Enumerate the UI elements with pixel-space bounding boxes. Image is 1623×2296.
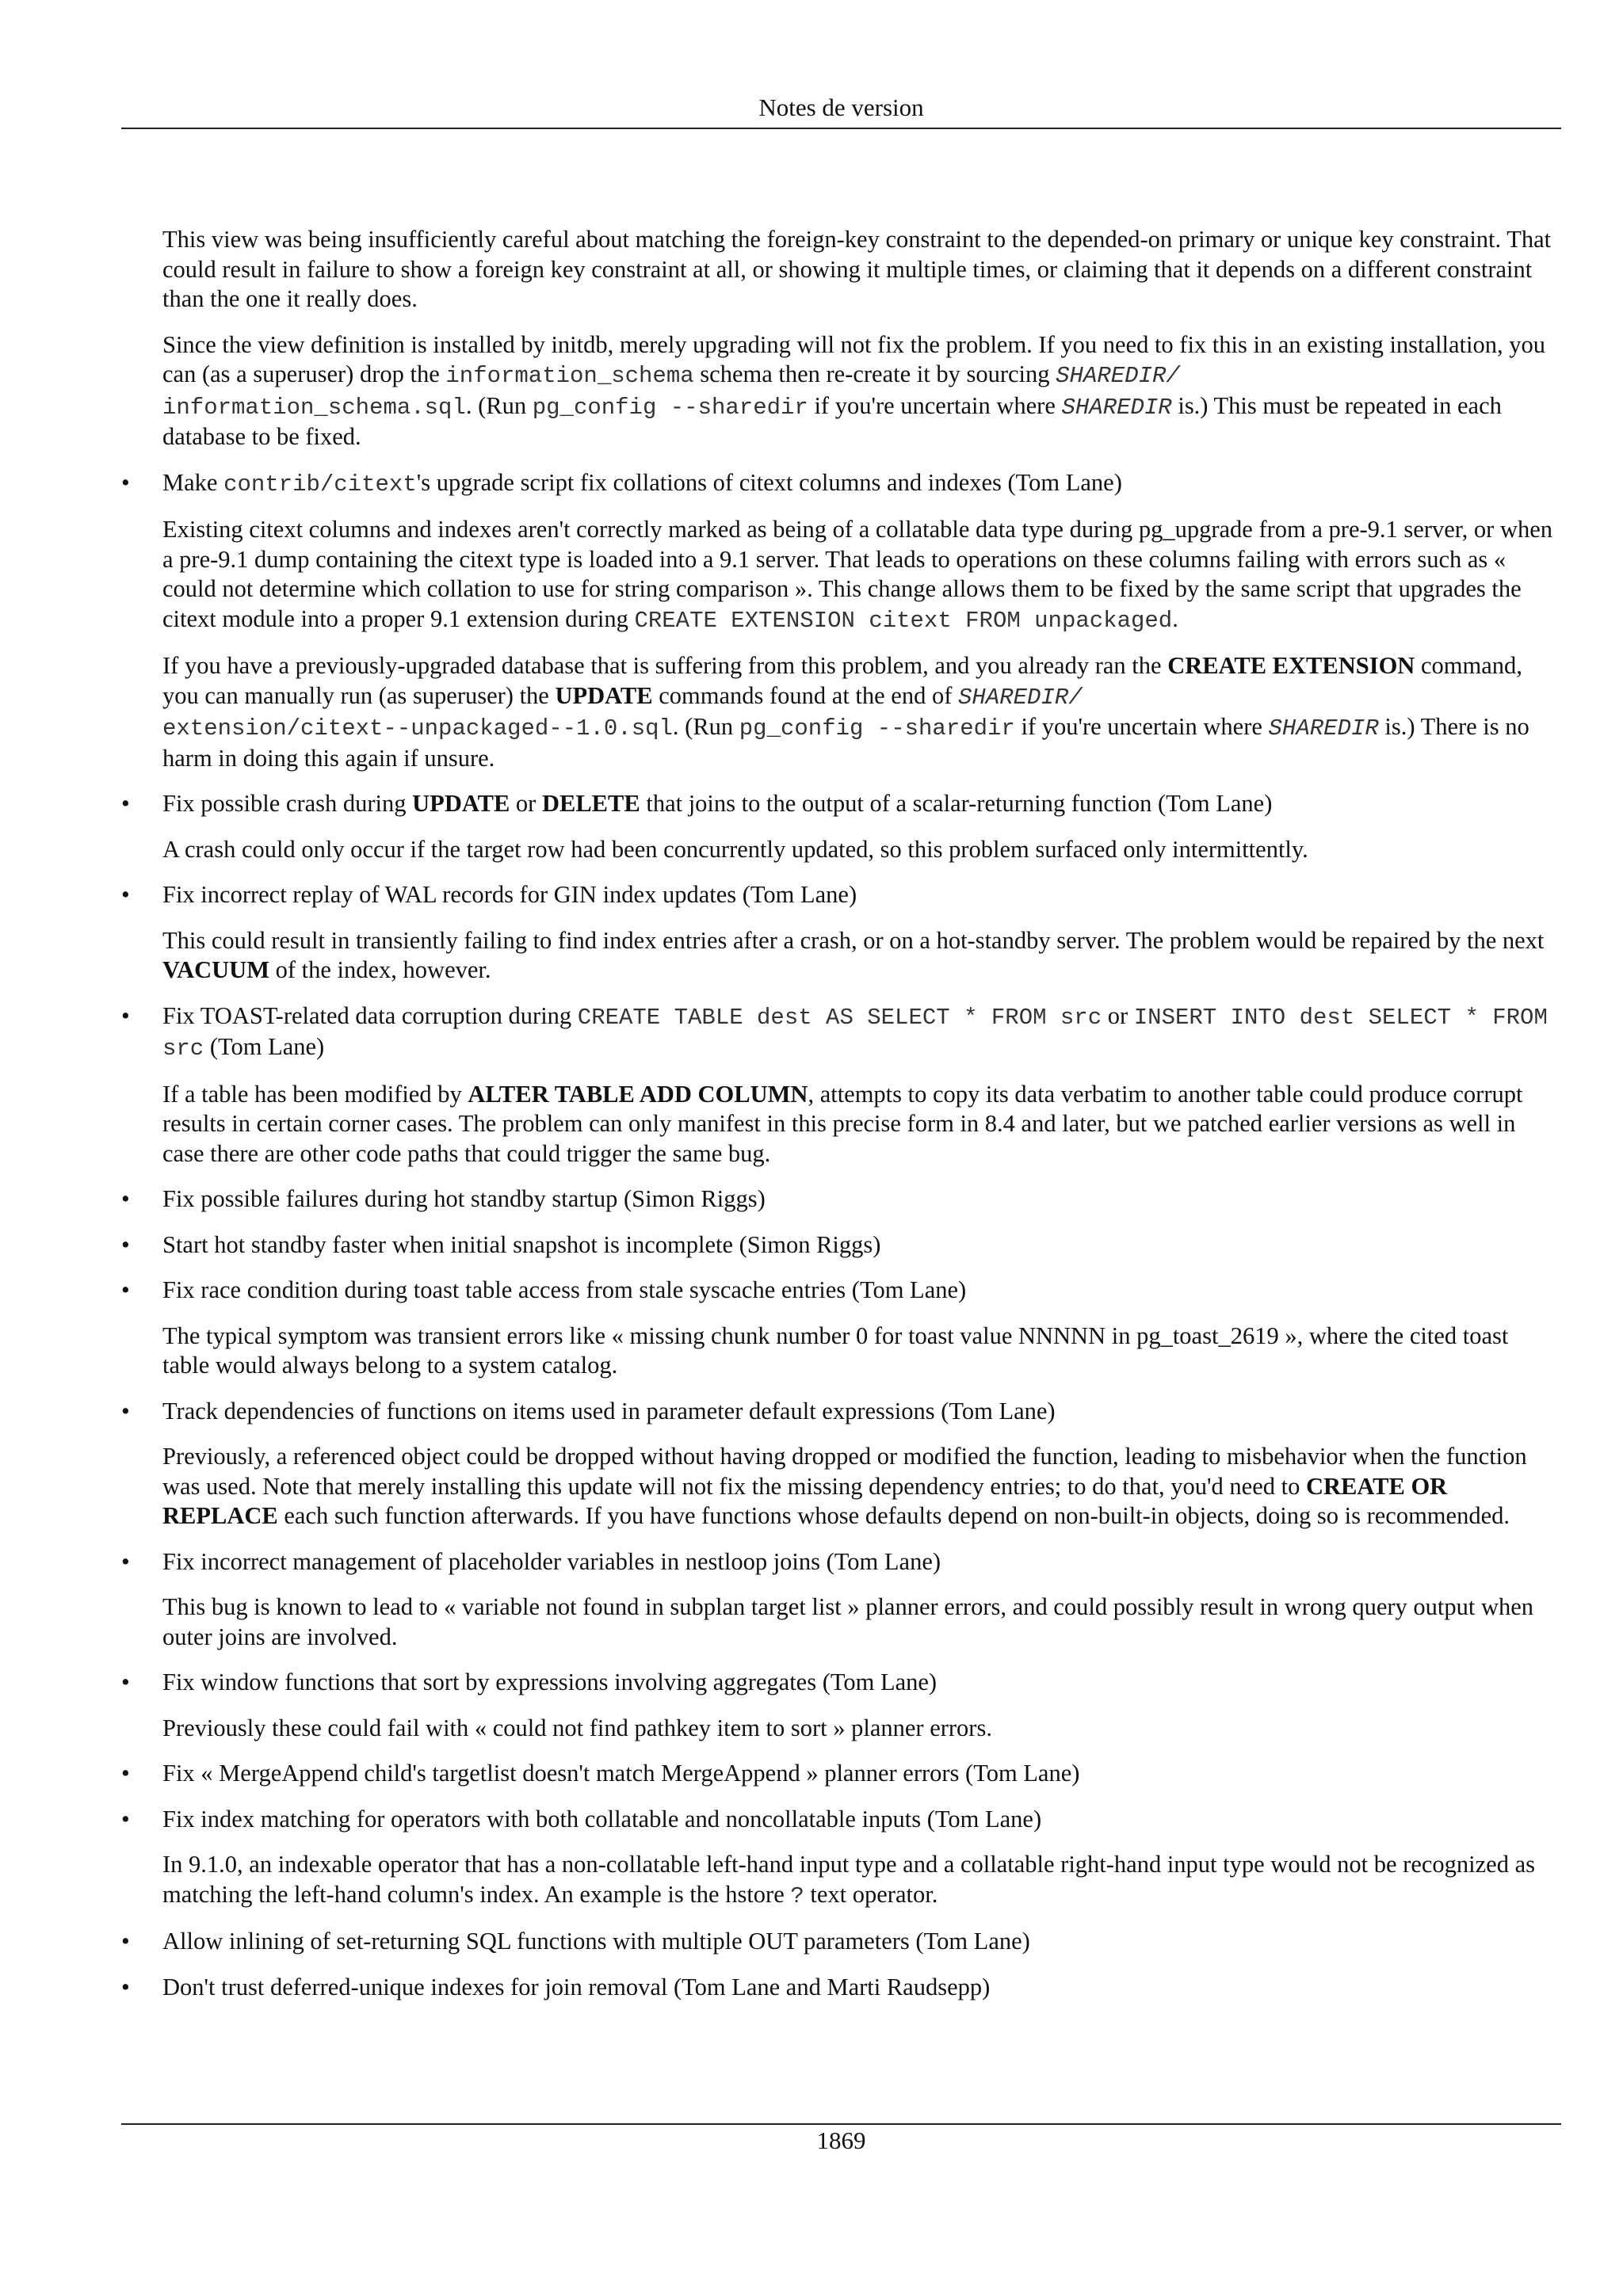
paragraph-crash-detail: A crash could only occur if the target row had been concurrently updated, so this problem surfaced only intermittently. <box>162 835 1308 863</box>
bullet: • <box>121 1276 130 1303</box>
release-notes-content <box>121 225 1561 2002</box>
list-item-placeholder: • Fix incorrect management of placeholder variables in nestloop joins (Tom Lane) <box>121 1547 1561 1577</box>
page-number: 1869 <box>816 2126 866 2154</box>
list-item-dependencies: • Track dependencies of functions on items used in parameter default expressions (Tom Lane) <box>121 1397 1561 1427</box>
inline-code: information_schema <box>445 363 694 389</box>
bullet: • <box>121 1973 130 2000</box>
list-item-toast: • Fix TOAST-related data corruption during CREATE TABLE dest AS SELECT * FROM src or INSERT INTO dest SELECT * FROM src (Tom Lane) <box>121 1001 1548 1062</box>
list-item-mergeappend: • Fix « MergeAppend child's targetlist doesn't match MergeAppend » planner errors (Tom Lane) <box>121 1759 1561 1789</box>
list-item-deferred-unique: • Don't trust deferred-unique indexes for join removal (Tom Lane and Marti Raudsepp) <box>121 1973 1561 2003</box>
paragraph-window-detail: Previously these could fail with « could not find pathkey item to sort » planner errors. <box>162 1714 992 1741</box>
paragraph-gin-detail: This could result in transiently failing to find index entries after a crash, or on a hot-standby server. The problem would be repaired by the next VACUUM of the index, however. <box>162 926 1545 983</box>
bullet: • <box>121 881 130 908</box>
bullet: • <box>121 1760 130 1787</box>
paragraph-race-detail: The typical symptom was transient errors like « missing chunk number 0 for toast value NNNNN in pg_toast_2619 », where the cited toast table would always belong to a system catalog. <box>162 1322 1509 1379</box>
bullet: • <box>121 1547 130 1575</box>
bullet: • <box>121 1230 130 1258</box>
bullet: • <box>121 468 130 496</box>
list-item-standby-faster: • Start hot standby faster when initial snapshot is incomplete (Simon Riggs) <box>121 1230 1561 1261</box>
bullet: • <box>121 1928 130 1955</box>
paragraph-placeholder-detail: This bug is known to lead to « variable not found in subplan target list » planner errors, and could possibly result in wrong query output when outer joins are involved. <box>162 1593 1534 1650</box>
paragraph-index-detail: In 9.1.0, an indexable operator that has a non-collatable left-hand input type and a collatable right-hand input type would not be recognized as matching the left-hand column's index. An example is the hstore ? text operator. <box>162 1851 1535 1909</box>
list-item-standby-startup: • Fix possible failures during hot standby startup (Simon Riggs) <box>121 1184 1561 1215</box>
list-item-window: • Fix window functions that sort by expressions involving aggregates (Tom Lane) <box>121 1668 1561 1698</box>
paragraph-citext-detail: Existing citext columns and indexes aren't correctly marked as being of a collatable data type during pg_upgrade from a pre-9.1 server, or when a pre-9.1 dump containing the citext type is loaded into a 9.1 server. That leads to operations on these columns failing with errors such as « could not determine which collation to use for string comparison ». This change allows them to be fixed by the same script that upgrades the citext module into a proper 9.1 extension during CREATE EXTENSION citext FROM unpackaged. <box>162 516 1553 634</box>
list-item-gin: • Fix incorrect replay of WAL records for GIN index updates (Tom Lane) <box>121 880 1561 910</box>
list-item-race: • Fix race condition during toast table access from stale syscache entries (Tom Lane) <box>121 1276 1561 1306</box>
bullet: • <box>121 1397 130 1425</box>
bullet: • <box>121 1001 130 1029</box>
paragraph-view-issue: This view was being insufficiently careful about matching the foreign-key constraint to the depended-on primary or unique key constraint. That could result in failure to show a foreign key constraint at all, or showing it multiple times, or claiming that it depends on a different constraint than the one it really does. <box>162 226 1552 312</box>
running-header: Notes de version <box>758 93 924 121</box>
paragraph-dependencies-detail: Previously, a referenced object could be dropped without having dropped or modified the function, leading to misbehavior when the function was used. Note that merely installing this update will not fix the missing dependency entries; to do that, you'd need to CREATE OR REPLACE each such function afterwards. If you have functions whose defaults depend on non-built-in objects, doing so is recommended. <box>162 1443 1527 1529</box>
header-rule <box>121 128 1561 129</box>
list-item-index-matching: • Fix index matching for operators with both collatable and noncollatable inputs (Tom Lane) <box>121 1805 1561 1835</box>
bullet: • <box>121 1805 130 1833</box>
bullet: • <box>121 1185 130 1212</box>
paragraph-citext-manual: If you have a previously-upgraded database that is suffering from this problem, and you already ran the CREATE EXTENSION command, you can manually run (as superuser) the UPDATE commands found at the end of SHAREDIR/ extension/citext--unpackaged--1.0.sql. (Run pg_config --sharedir if you're uncertain where SHAREDIR is.) There is no harm in doing this again if unsure. <box>162 652 1529 772</box>
paragraph-view-fix: Since the view definition is installed by initdb, merely upgrading will not fix the problem. If you need to fix this in an existing installation, you can (as a superuser) drop the information_schema schema then re-create it by sourcing SHAREDIR/ information_schema.sql. (Run pg_config --sharedir if you're uncertain where SHAREDIR is.) This must be repeated in each database to be fixed. <box>162 330 1545 450</box>
paragraph-toast-detail: If a table has been modified by ALTER TABLE ADD COLUMN, attempts to copy its data verbatim to another table could produce corrupt results in certain corner cases. The problem can only manifest in this precise form in 8.4 and later, but we patched earlier versions as well in case there are other code paths that could trigger the same bug. <box>162 1080 1523 1167</box>
list-item-inlining: • Allow inlining of set-returning SQL functions with multiple OUT parameters (Tom Lane) <box>121 1927 1561 1957</box>
footer-rule <box>121 2123 1561 2125</box>
bullet: • <box>121 1669 130 1695</box>
bullet: • <box>121 790 130 817</box>
list-item-citext: • Make contrib/citext's upgrade script fix collations of citext columns and indexes (Tom Lane) <box>121 468 1122 498</box>
list-item-crash: • Fix possible crash during UPDATE or DELETE that joins to the output of a scalar-returning function (Tom Lane) <box>121 789 1561 819</box>
